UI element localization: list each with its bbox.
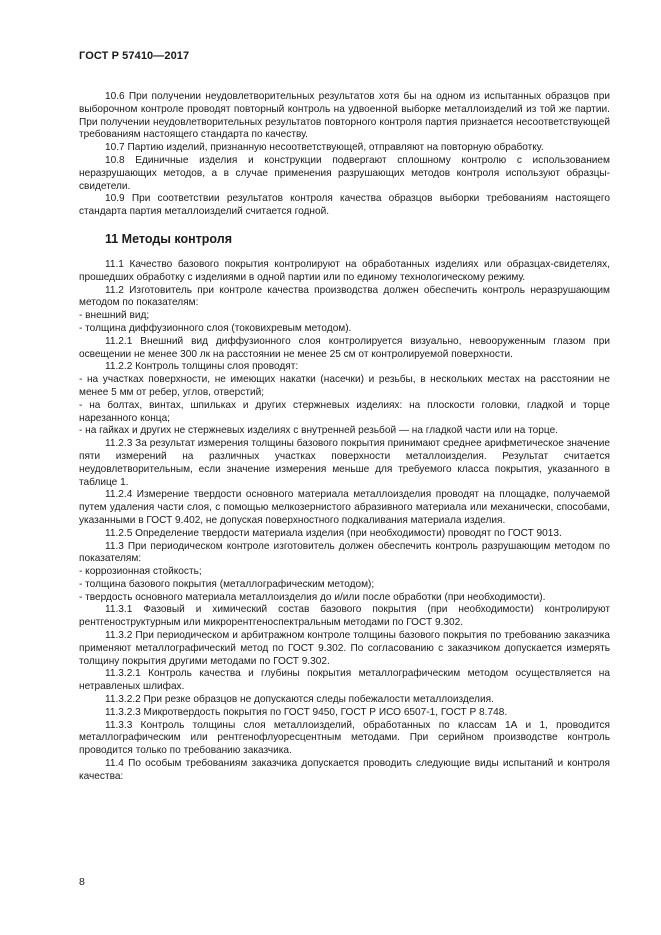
list-item: - внешний вид; [79, 310, 150, 322]
paragraph-11-3-2: 11.3.2 При периодическом и арбитражном контроле толщины базового покрытия по требованию заказчика применяют металлографический метод по ГОСТ 9.302. По согласованию с заказчиком допускается измерять толщину покрытия другими методами по ГОСТ 9.302. [79, 630, 610, 667]
paragraph-11-2-1: 11.2.1 Внешний вид диффузионного слоя контролируется визуально, невооруженным глазом при освещении не менее 300 лк на расстоянии не менее 25 см от контролируемой поверхности. [79, 335, 610, 360]
paragraph-11-1: 11.1 Качество базового покрытия контролируют на обработанных изделиях или образцах-свидетелях, прошедших обработку с изделиями в одной партии или по единому технологическому режиму. [79, 258, 610, 283]
paragraph-11-3-2-3: 11.3.2.3 Микротвердость покрытия по ГОСТ 9450, ГОСТ Р ИСО 6507-1, ГОСТ Р 8.748. [105, 706, 508, 718]
page-number: 8 [79, 876, 85, 888]
paragraph-11-3-1: 11.3.1 Фазовый и химический состав базового покрытия (при необходимости) контролируют рентгеноструктурным или микрорентгеноспектральным методами по ГОСТ 9.302. [79, 604, 610, 629]
list-item: - толщина диффузионного слоя (токовихревым методом). [79, 322, 352, 334]
paragraph-11-2-4: 11.2.4 Измерение твердости основного материала металлоизделия проводят на площадке, получаемой путем удаления части слоя, с помощью мелкозернистого абразивного материала или механически, способами, указанными в ГОСТ 9.402, не допуская поверхностного подкаливания материала изделия. [79, 489, 610, 526]
document-body [79, 91, 610, 784]
paragraph-10-7: 10.7 Партию изделий, признанную несоответствующей, отправляют на повторную обработку. [105, 142, 544, 154]
paragraph-10-9: 10.9 При соответствии результатов контроля качества образцов выборки требованиям настоящего стандарта партия металлоизделий считается годной. [79, 193, 610, 218]
list-item: - на гайках и других не стержневых изделиях с внутренней резьбой — на гладкой части или на торце. [79, 425, 558, 437]
list-item: - коррозионная стойкость; [79, 566, 202, 578]
paragraph-11-3: 11.3 При периодическом контроле изготовитель должен обеспечить контроль разрушающим методом по показателям: [79, 540, 610, 565]
paragraph-11-4: 11.4 По особым требованиям заказчика допускается проводить следующие виды испытаний и контроля качества: [79, 758, 610, 782]
list-item: - на участках поверхности, не имеющих накатки (насечки) и резьбы, в нескольких местах на расстоянии не менее 5 мм от ребер, углов, отверстий; [79, 374, 610, 398]
list-item: - на болтах, винтах, шпильках и других стержневых изделиях: на плоскости головки, гладкой и торце нарезанного конца; [79, 399, 610, 424]
document-header: ГОСТ Р 57410—2017 [79, 50, 190, 62]
paragraph-11-2-3: 11.2.3 За результат измерения толщины базового покрытия принимают среднее арифметическое значение пяти измерений на различных участках поверхности металлоизделия. Результат считается неудовлетворительным, если значение измерения меньше для требуемого класса покрытия, указанного в таблице 1. [79, 438, 610, 488]
section-title: 11 Методы контроля [105, 231, 232, 246]
paragraph-11-3-2-1: 11.3.2.1 Контроль качества и глубины покрытия металлографическим методом осуществляется на нетравленых шлифах. [79, 668, 610, 693]
paragraph-11-2-5: 11.2.5 Определение твердости материала изделия (при необходимости) проводят по ГОСТ 9013. [105, 527, 562, 539]
list-item: - твердость основного материала металлоизделия до и/или после обработки (при необходимости). [79, 591, 546, 603]
paragraph-10-8: 10.8 Единичные изделия и конструкции подвергают сплошному контролю с использованием неразрушающих методов, а в случае применения разрушающих методов контроля используют образцы-свидетели. [79, 154, 610, 192]
paragraph-11-3-2-2: 11.3.2.2 При резке образцов не допускаются следы побежалости металлоизделия. [105, 694, 494, 706]
paragraph-11-3-3: 11.3.3 Контроль толщины слоя металлоизделий, обработанных по классам 1А и 1, проводится металлографическим или рентгенофлуоресцентным методами. При серийном производстве контроль проводится только по требованию заказчика. [79, 719, 610, 757]
paragraph-11-2-2: 11.2.2 Контроль толщины слоя проводят: [105, 361, 299, 373]
paragraph-10-6: 10.6 При получении неудовлетворительных результатов хотя бы на одном из испытанных образцов при выборочном контроле проводят повторный контроль на удвоенной выборке металлоизделий из той же партии. При получении неудовлетворительных результатов повторного контроля партия признается несоответствующей требованиям настоящего стандарта по качеству. [79, 91, 610, 141]
list-item: - толщина базового покрытия (металлографическим методом); [79, 578, 375, 590]
paragraph-11-2: 11.2 Изготовитель при контроле качества производства должен обеспечить контроль неразрушающим методом по показателям: [79, 284, 610, 309]
